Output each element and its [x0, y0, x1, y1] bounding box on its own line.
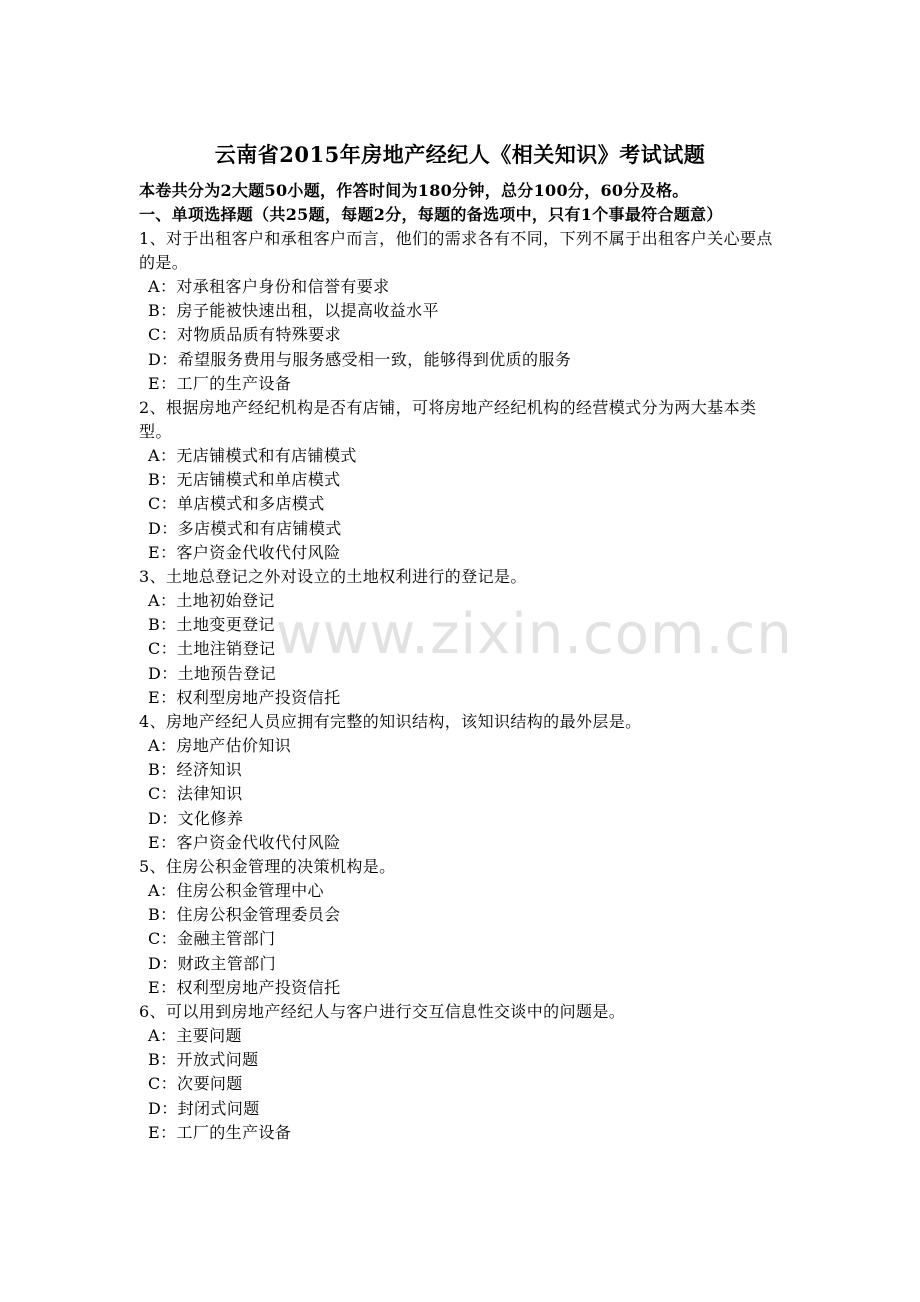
- section-heading: 一、单项选择题（共25题，每题2分，每题的备选项中，只有1个事最符合题意）: [139, 205, 723, 224]
- option-item: A：房地产估价知识: [148, 736, 292, 756]
- option-item: A：无店铺模式和有店铺模式: [148, 446, 357, 466]
- option-item: E：权利型房地产投资信托: [148, 687, 341, 707]
- question-block: [139, 710, 789, 855]
- option-item: C：法律知识: [148, 784, 243, 804]
- option-item: C：对物质品质有特殊要求: [148, 325, 342, 345]
- question-text: 2、根据房地产经纪机构是否有店铺，可将房地产经纪机构的经营模式分为两大基本类型。: [139, 398, 757, 442]
- option-item: A：住房公积金管理中心: [148, 881, 324, 901]
- option-item: B：经济知识: [148, 760, 243, 780]
- exam-intro: 本卷共分为2大题50小题，作答时间为180分钟，总分100分，60分及格。: [139, 181, 689, 200]
- option-item: D：文化修养: [148, 808, 244, 828]
- option-item: B：开放式问题: [148, 1050, 259, 1070]
- option-item: D：希望服务费用与服务感受相一致，能够得到优质的服务: [148, 349, 572, 369]
- option-item: D：财政主管部门: [148, 953, 277, 973]
- question-block: [139, 1000, 789, 1145]
- option-item: A：对承租客户身份和信誉有要求: [148, 277, 390, 296]
- watermark-text: www.zixin.com.cn: [276, 602, 793, 667]
- question-block: [139, 227, 789, 396]
- question-block: [139, 396, 789, 565]
- option-item: C：单店模式和多店模式: [148, 494, 325, 514]
- option-item: C：次要问题: [148, 1074, 243, 1094]
- option-item: E：工厂的生产设备: [148, 373, 292, 393]
- option-item: B：住房公积金管理委员会: [148, 905, 341, 925]
- option-item: A：土地初始登记: [148, 591, 275, 611]
- option-item: D：土地预告登记: [148, 663, 277, 683]
- question-text: 5、住房公积金管理的决策机构是。: [139, 857, 396, 877]
- option-item: E：客户资金代收代付风险: [148, 542, 341, 562]
- question-text: 1、对于出租客户和承租客户而言，他们的需求各有不同，下列不属于出租客户关心要点的是。: [139, 229, 773, 272]
- option-item: C：金融主管部门: [148, 929, 276, 949]
- option-item: B：房子能被快速出租，以提高收益水平: [148, 301, 439, 321]
- question-block: [139, 565, 789, 710]
- option-item: E：客户资金代收代付风险: [148, 832, 341, 852]
- option-item: B：土地变更登记: [148, 615, 275, 635]
- option-item: A：主要问题: [148, 1026, 242, 1046]
- document-body: [139, 179, 789, 1145]
- question-text: 3、土地总登记之外对设立的土地权利进行的登记是。: [139, 567, 527, 587]
- document-title: 云南省2015年房地产经纪人《相关知识》考试试题: [214, 142, 706, 167]
- question-block: [139, 855, 789, 1000]
- question-text: 6、可以用到房地产经纪人与客户进行交互信息性交谈中的问题是。: [139, 1002, 626, 1022]
- option-item: B：无店铺模式和单店模式: [148, 470, 341, 490]
- option-item: E：权利型房地产投资信托: [148, 977, 341, 997]
- option-item: E：工厂的生产设备: [148, 1122, 292, 1142]
- option-item: D：封闭式问题: [148, 1098, 260, 1118]
- option-item: D：多店模式和有店铺模式: [148, 518, 342, 538]
- option-item: C：土地注销登记: [148, 639, 276, 659]
- question-text: 4、房地产经纪人员应拥有完整的知识结构，该知识结构的最外层是。: [139, 712, 642, 732]
